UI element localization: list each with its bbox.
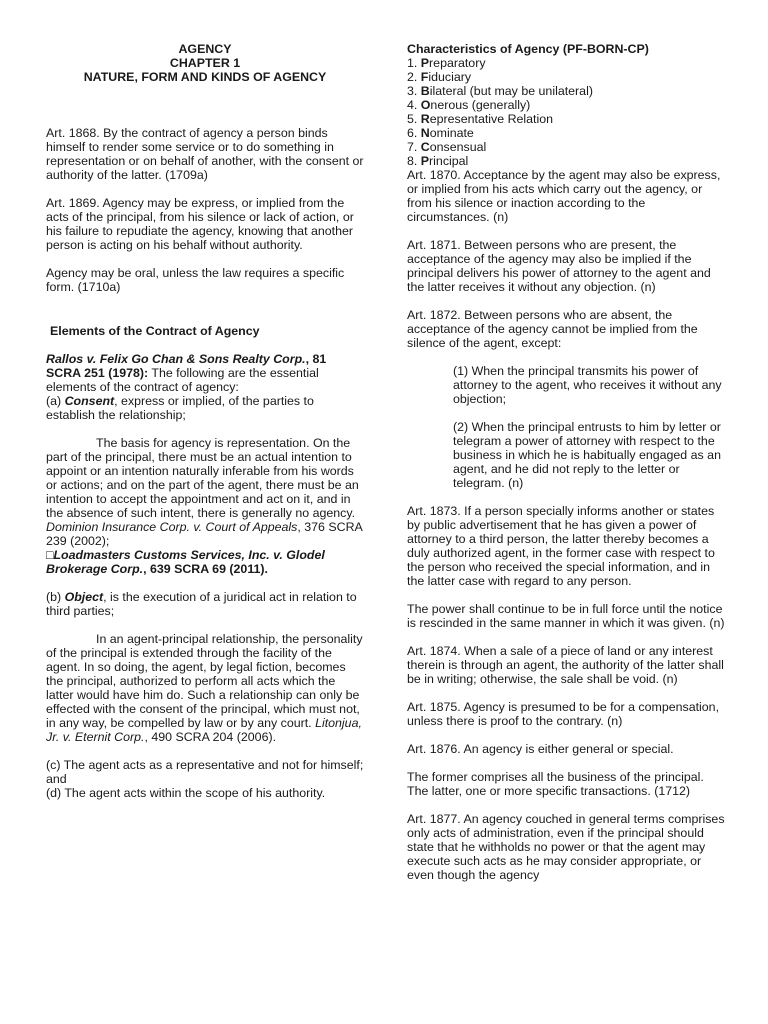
- left-column: [46, 42, 364, 800]
- characteristic-initial: F: [420, 70, 429, 84]
- element-b-prefix: (b): [46, 590, 65, 604]
- element-b: [46, 590, 364, 618]
- chapter-heading: [46, 42, 364, 84]
- element-a-prefix: (a): [46, 394, 65, 408]
- element-a-term: Consent: [64, 394, 115, 408]
- characteristic-number: 5.: [407, 112, 421, 126]
- characteristic-item: [407, 56, 727, 70]
- characteristic-initial: O: [420, 98, 431, 112]
- rallos-case-name: Rallos v. Felix Go Chan & Sons Realty Corp.: [46, 352, 306, 366]
- characteristic-number: 7.: [407, 140, 421, 154]
- rallos-citation: , 81 SCRA 251 (1978):: [46, 352, 327, 380]
- characteristic-initial: P: [420, 56, 430, 70]
- article-1876: Art. 1876. An agency is either general or special.: [407, 742, 674, 756]
- element-d: (d) The agent acts within the scope of his authority.: [46, 786, 326, 800]
- elements-heading: Elements of the Contract of Agency: [50, 324, 260, 338]
- relationship-paragraph: [46, 632, 364, 744]
- loadmasters-case-name: Loadmasters Customs Services, Inc. v. Glodel Brokerage Corp.: [46, 548, 325, 576]
- rallos-paragraph: [46, 352, 364, 394]
- heading-agency: AGENCY: [178, 42, 232, 56]
- element-b-term: Object: [64, 590, 104, 604]
- article-1873: Art. 1873. If a person specially informs another or states by public advertisement that he has given a power of attorney to a third person, the latter thereby becomes a duly authorized agent, in the former case with respect to the person who received the special information, and in the latter case with regard to any person.: [407, 504, 715, 588]
- characteristic-initial: C: [420, 140, 430, 154]
- litonjua-citation: , 490 SCRA 204 (2006).: [144, 730, 277, 744]
- characteristic-item: [407, 154, 727, 168]
- characteristic-rest: iduciary: [428, 70, 472, 84]
- article-1876-former: The former comprises all the business of the principal. The latter, one or more specific transactions. (1712): [407, 770, 704, 798]
- characteristic-rest: nerous (generally): [430, 98, 531, 112]
- article-1875: Art. 1875. Agency is presumed to be for a compensation, unless there is proof to the contrary. (n): [407, 700, 720, 728]
- litonjua-case-name: Litonjua, Jr. v. Eternit Corp.: [46, 716, 362, 744]
- element-c: (c) The agent acts as a representative and not for himself; and: [46, 758, 364, 786]
- characteristic-number: 8.: [407, 154, 421, 168]
- article-1872-item-1: (1) When the principal transmits his power of attorney to the agent, who receives it without any objection;: [453, 364, 722, 406]
- characteristics-heading: Characteristics of Agency (PF-BORN-CP): [407, 42, 649, 56]
- article-1872: Art. 1872. Between persons who are absent, the acceptance of the agency cannot be implied from the silence of the agent, except:: [407, 308, 698, 350]
- characteristic-item: [407, 84, 727, 98]
- article-1870: Art. 1870. Acceptance by the agent may also be express, or implied from his acts which carry out the agency, or from his silence or inaction according to the circumstances. (n): [407, 168, 721, 224]
- characteristic-initial: B: [420, 84, 430, 98]
- article-1868: Art. 1868. By the contract of agency a person binds himself to render some service or to do something in representation or on behalf of another, with the consent or authority of the latter. (1709a): [46, 126, 364, 182]
- rallos-text: The following are the essential elements of the contract of agency:: [46, 366, 319, 394]
- article-1874: Art. 1874. When a sale of a piece of land or any interest therein is through an agent, the authority of the latter shall be in writing; otherwise, the sale shall be void. (n): [407, 644, 724, 686]
- characteristic-initial: P: [420, 154, 430, 168]
- right-column: [407, 42, 727, 882]
- article-1873-power: The power shall continue to be in full force until the notice is rescinded in the same manner in which it was given. (n): [407, 602, 725, 630]
- characteristic-initial: R: [420, 112, 430, 126]
- loadmasters-citation: , 639 SCRA 69 (2011).: [143, 562, 268, 576]
- characteristic-item: [407, 98, 727, 112]
- characteristic-initial: N: [420, 126, 430, 140]
- dominion-case-name: Dominion Insurance Corp. v. Court of Appeals: [46, 520, 298, 534]
- heading-chapter: CHAPTER 1: [169, 56, 241, 70]
- characteristic-item: [407, 126, 727, 140]
- characteristic-item: [407, 112, 727, 126]
- characteristic-rest: ilateral (but may be unilateral): [429, 84, 593, 98]
- bullet-box-icon: □: [46, 548, 54, 562]
- relationship-text: In an agent-principal relationship, the personality of the principal is extended through the facility of the agent. In so doing, the agent, by legal fiction, becomes the principal, authorized to perform all acts which the latter would have him do. Such a relationship can only be effected with the consent of the principal, which must not, in any way, be compelled by law or by any court.: [46, 632, 363, 730]
- characteristic-rest: ominate: [429, 126, 474, 140]
- characteristic-item: [407, 140, 727, 154]
- characteristic-number: 4.: [407, 98, 421, 112]
- basis-text: The basis for agency is representation. On the part of the principal, there must be an actual intention to appoint or an intention naturally inferable from his words or actions; and on the part of the agent, there must be an intention to accept the appointment and act on it, and in the absence of such intent, there is generally no agency.: [46, 436, 359, 520]
- element-a-text: , express or implied, of the parties to establish the relationship;: [46, 394, 314, 422]
- oral-agency-paragraph: Agency may be oral, unless the law requires a specific form. (1710a): [46, 266, 345, 294]
- element-a: [46, 394, 364, 422]
- article-1877: Art. 1877. An agency couched in general terms comprises only acts of administration, even if the principal should state that he withholds no power or that the agent may execute such acts as he may consider appropriate, or even though the agency: [407, 812, 725, 882]
- characteristics-list: [407, 56, 727, 168]
- article-1872-item-2: (2) When the principal entrusts to him by letter or telegram a power of attorney with respect to the business in which he is habitually engaged as an agent, and he did not reply to the letter or telegram. (n): [453, 420, 721, 490]
- characteristic-number: 1.: [407, 56, 421, 70]
- characteristic-item: [407, 70, 727, 84]
- loadmasters-citation-line: [46, 548, 364, 576]
- dominion-citation: , 376 SCRA 239 (2002);: [46, 520, 363, 548]
- basis-paragraph: [46, 436, 364, 548]
- characteristic-number: 6.: [407, 126, 421, 140]
- characteristic-rest: epresentative Relation: [429, 112, 554, 126]
- characteristic-rest: onsensual: [429, 140, 487, 154]
- characteristic-rest: rincipal: [429, 154, 469, 168]
- characteristic-rest: reparatory: [429, 56, 486, 70]
- heading-nature: NATURE, FORM AND KINDS OF AGENCY: [83, 70, 327, 84]
- characteristic-number: 3.: [407, 84, 421, 98]
- element-b-text: , is the execution of a juridical act in relation to third parties;: [46, 590, 357, 618]
- article-1871: Art. 1871. Between persons who are present, the acceptance of the agency may also be implied if the principal delivers his power of attorney to the agent and the latter receives it without any objection. (n): [407, 238, 711, 294]
- characteristic-number: 2.: [407, 70, 421, 84]
- article-1869: Art. 1869. Agency may be express, or implied from the acts of the principal, from his silence or lack of action, or his failure to repudiate the agency, knowing that another person is acting on his behalf without authority.: [46, 196, 354, 252]
